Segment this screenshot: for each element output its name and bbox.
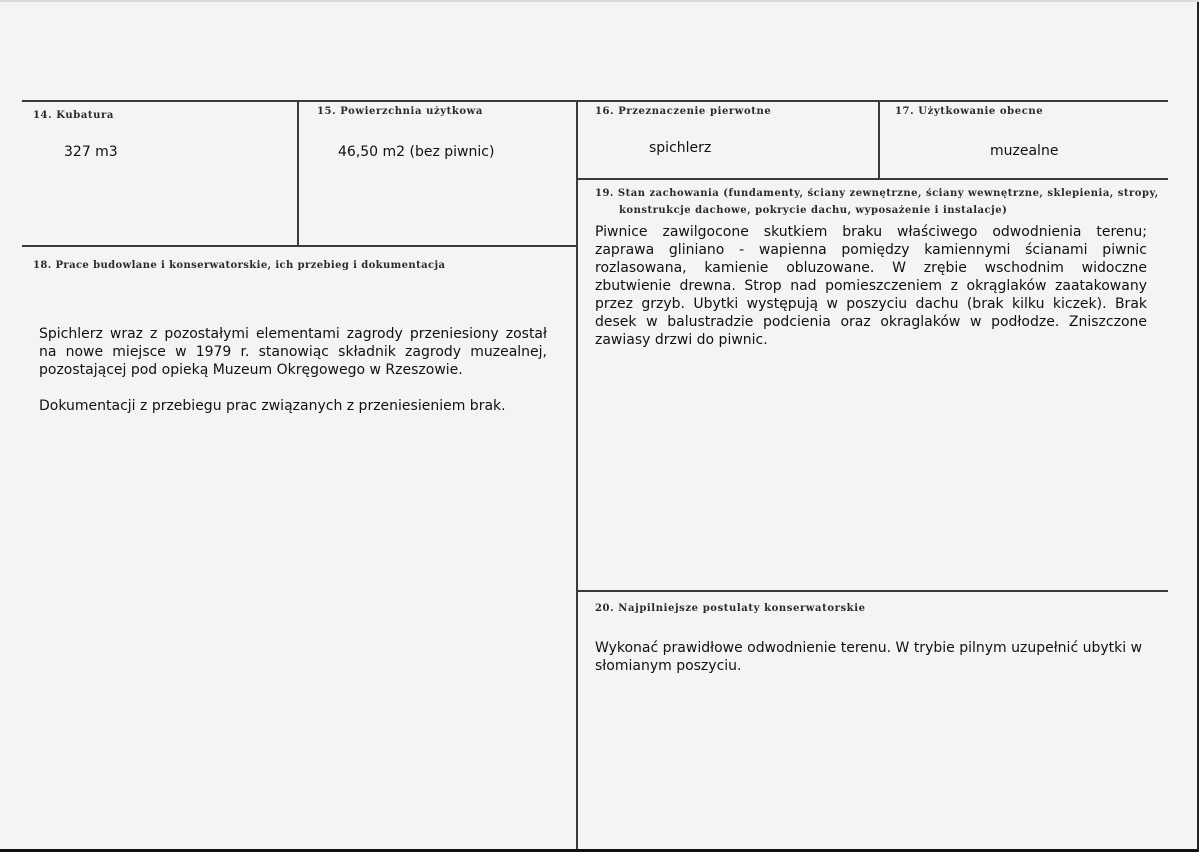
prace-paragraph-1: Spichlerz wraz z pozostałymi elementami zagrody przeniesiony został na nowe miejsce w 1979 r. stanowiąc składnik zagrody muzealnej, pozostającej pod opieką Muzeum Okręgowego w Rzeszowie. — [39, 326, 547, 378]
rule-col-14-15 — [297, 100, 299, 247]
rule-under-16-17 — [577, 178, 1168, 180]
kubatura-value: 327 m3 — [64, 144, 118, 160]
powierzchnia-label: 15. Powierzchnia użytkowa — [317, 106, 483, 117]
postulaty-label: 20. Najpilniejsze postulaty konserwatorskie — [595, 603, 866, 614]
kubatura-label: 14. Kubatura — [33, 110, 114, 121]
uzytkowanie-label: 17. Użytkowanie obecne — [895, 106, 1044, 117]
uzytkowanie-value: muzealne — [990, 143, 1059, 159]
przeznaczenie-label: 16. Przeznaczenie pierwotne — [595, 106, 772, 117]
powierzchnia-value: 46,50 m2 (bez piwnic) — [338, 144, 495, 160]
stan-label-line1: 19. Stan zachowania (fundamenty, ściany zewnętrzne, ściany wewnętrzne, sklepienia, stropy, — [595, 188, 1159, 199]
prace-text — [39, 325, 547, 433]
paper-edge — [0, 0, 1199, 2]
stan-text: Piwnice zawilgocone skutkiem braku właściwego odwodnienia terenu; zaprawa gliniano - wapienna pomiędzy kamiennymi ścianami piwnic rozlasowana, kamienie obluzowane. W zrębie wschodnim widoczne zbutwienie drewna. Strop nad pomieszczeniem z okrąglaków zaatakowany przez grzyb. Ubytki występują w poszyciu dachu (brak kilku kiczek). Brak desek w balustradzie podcienia oraz okraglaków w podłodze. Zniszczone zawiasy drzwi do piwnic. — [595, 224, 1147, 348]
stan-label-line2: konstrukcje dachowe, pokrycie dachu, wyposażenie i instalacje) — [619, 205, 1008, 216]
rule-under-14-15 — [22, 245, 577, 247]
rule-top — [22, 100, 1168, 102]
postulaty-text: Wykonać prawidłowe odwodnienie terenu. W trybie pilnym uzupełnić ubytki w słomianym poszyciu. — [595, 640, 1143, 674]
rule-col-16-17 — [878, 100, 880, 179]
rule-col-main — [576, 100, 578, 849]
prace-paragraph-2: Dokumentacji z przebiegu prac związanych z przeniesieniem brak. — [39, 398, 506, 414]
prace-label: 18. Prace budowlane i konserwatorskie, ich przebieg i dokumentacja — [33, 260, 446, 271]
przeznaczenie-value: spichlerz — [649, 140, 712, 156]
rule-above-20 — [577, 590, 1168, 592]
